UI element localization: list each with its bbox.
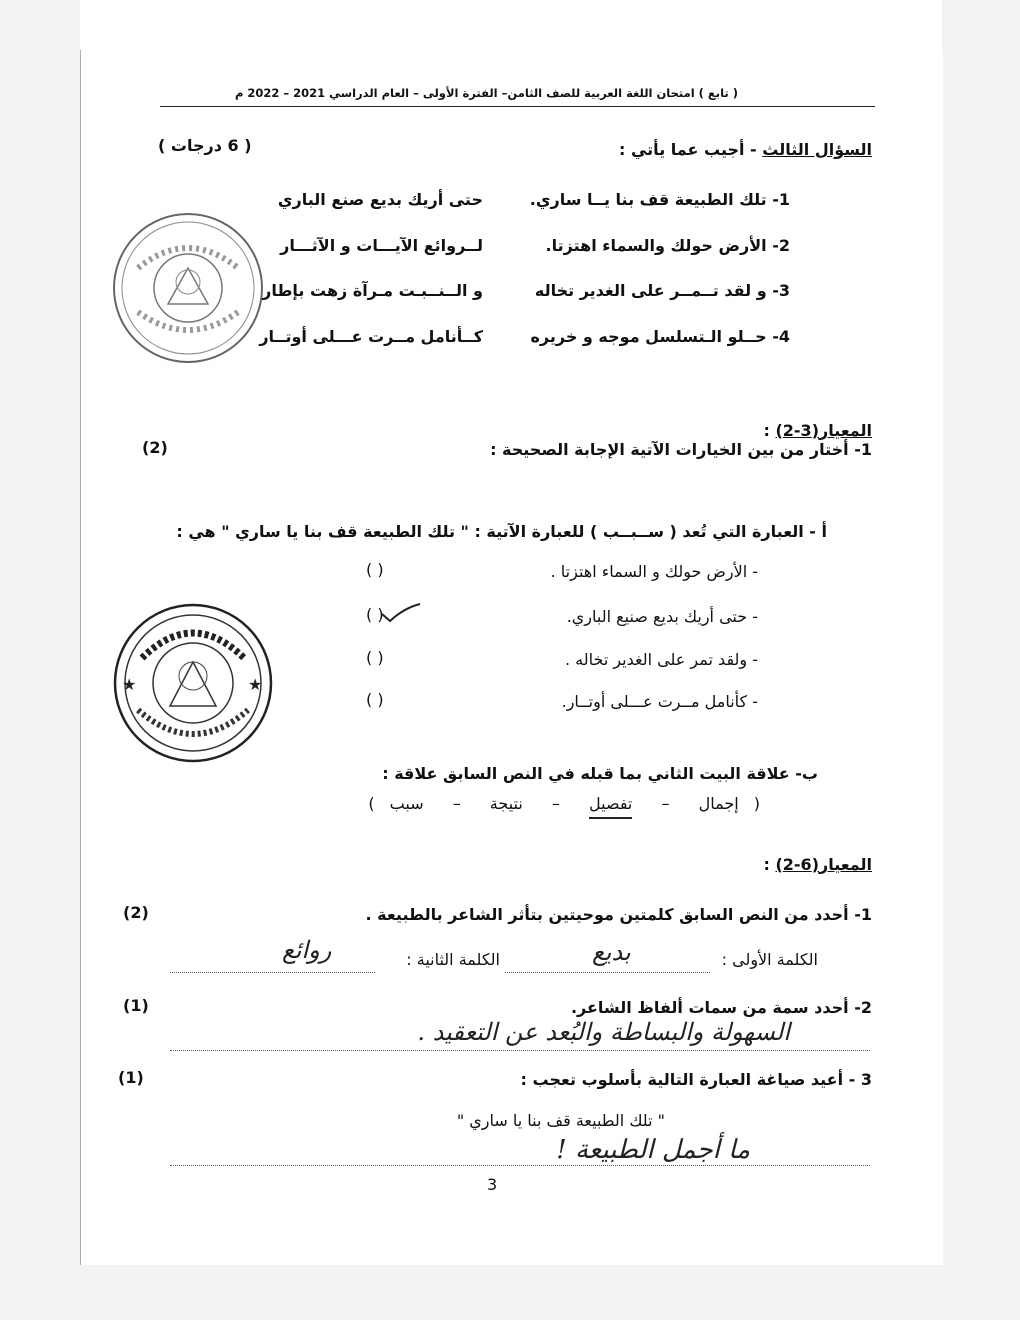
choice-tafsil: تفصيل: [589, 794, 632, 819]
q3-instruction: أجيب عما يأتي :: [619, 140, 745, 159]
q1-marks: (2): [142, 438, 168, 457]
svg-text:★: ★: [248, 675, 263, 694]
standard-1-label: المعيار: [819, 421, 872, 440]
s2q3-marks: (1): [118, 1068, 144, 1087]
q3-marks: ( 6 درجات ): [158, 136, 252, 155]
s2q3-answer-line: [170, 1165, 870, 1166]
choice-natija: نتيجة: [489, 794, 523, 813]
part-b-close-paren: ): [368, 794, 375, 813]
q3-heading: السؤال الثالث - أجيب عما يأتي :: [619, 140, 872, 159]
standard-1: [763, 421, 872, 440]
standard-1-code: (2-3): [775, 421, 819, 440]
page-number: 3: [487, 1175, 498, 1194]
option-2-check-mark-icon: [378, 600, 424, 624]
option-1-text: - الأرض حولك و السماء اهتزتا .: [550, 562, 758, 581]
standard-2: [763, 855, 872, 874]
ministry-stamp-top: [108, 208, 268, 368]
poem-line-1-right: 1- تلك الطبيعة قف بنا يــا ساري.: [529, 190, 790, 209]
header-rule: [160, 106, 875, 107]
second-word-label: الكلمة الثانية :: [406, 950, 500, 969]
option-3-text: - ولقد تمر على الغدير تخاله .: [564, 650, 758, 669]
s2q3-quote: " تلك الطبيعة قف بنا يا ساري ": [456, 1111, 665, 1130]
first-word-label: الكلمة الأولى :: [721, 950, 818, 969]
poem-line-3-left: و الــنــبـت مـرآة زهت بإطار: [262, 281, 483, 300]
s2q3-text: 3 - أعيد صياغة العبارة التالية بأسلوب تعجب :: [520, 1070, 872, 1089]
s2q2-answer: السهولة والبساطة والبُعد عن التعقيد .: [417, 1018, 790, 1046]
option-4-text: - كأنامل مــرت عـــلى أوتــار.: [561, 692, 758, 711]
poem-line-2-right: 2- الأرض حولك والسماء اهتزتا.: [545, 236, 790, 255]
choice-sabab: سبب: [389, 794, 424, 813]
q1-text: 1- أختار من بين الخيارات الآتية الإجابة الصحيحة :: [490, 440, 872, 459]
s2q3-answer: ما أجمل الطبيعة !: [556, 1135, 750, 1165]
s2q1-text: 1- أحدد من النص السابق كلمتين موحيتين بتأثر الشاعر بالطبيعة .: [365, 905, 872, 924]
standard-2-code: (2-6): [775, 855, 819, 874]
choice-ijmal: إجمال: [698, 794, 739, 813]
option-3-box: ( ): [366, 648, 384, 667]
choice-separator-1: –: [661, 794, 670, 813]
option-1-box: ( ): [366, 560, 384, 579]
part-b-text: ب- علاقة البيت الثاني بما قبله في النص السابق علاقة :: [382, 764, 818, 783]
poem-line-3-right: 3- و لقد تــمــر على الغدير تخاله: [534, 281, 790, 300]
part-b-open-paren: (: [753, 794, 760, 813]
second-word-answer: روائع: [282, 936, 332, 964]
poem-line-4-left: كــأنامل مــرت عـــلى أوتــار: [259, 327, 483, 346]
part-b-choices: [368, 794, 760, 819]
q3-title: السؤال الثالث: [762, 140, 872, 159]
s2q2-answer-line: [170, 1050, 870, 1051]
s2q2-marks: (1): [123, 996, 149, 1015]
poem-line-1-left: حتى أريك بديع صنع الباري: [277, 190, 483, 209]
choice-separator-2: –: [551, 794, 560, 813]
standard-1-colon: :: [763, 421, 770, 440]
s2q2-text: 2- أحدد سمة من سمات ألفاظ الشاعر.: [570, 998, 872, 1017]
exam-header: ( تابع ) امتحان اللغة العربية للصف الثامن– الفترة الأولى – العام الدراسي 2021 – 2022 م: [234, 86, 738, 100]
first-word-answer: بديع: [592, 938, 631, 966]
poem-line-4-right: 4- حــلو الـتسلسل موجه و خريره: [530, 327, 790, 346]
scan-border-bottom: [0, 1265, 1020, 1320]
svg-text:★: ★: [122, 675, 137, 694]
scan-border-right: [942, 0, 1020, 1320]
s2q1-marks: (2): [123, 903, 149, 922]
second-word-line: [170, 972, 375, 973]
option-2-box: ( ): [366, 605, 384, 624]
part-a-text: أ - العبارة التي تُعد ( ســبــب ) للعبارة الآتية : " تلك الطبيعة قف بنا يا ساري " هي :: [176, 522, 827, 541]
scan-border-left: [0, 0, 80, 1320]
option-4-box: ( ): [366, 690, 384, 709]
first-word-line: [505, 972, 710, 973]
poem-line-2-left: لــروائع الآيـــات و الآثـــار: [280, 236, 483, 255]
standard-2-label: المعيار: [819, 855, 872, 874]
control-stamp: [108, 598, 278, 768]
option-2-text: - حتى أريك بديع صنيع الباري.: [566, 607, 758, 626]
standard-2-colon: :: [763, 855, 770, 874]
choice-separator-3: –: [452, 794, 461, 813]
